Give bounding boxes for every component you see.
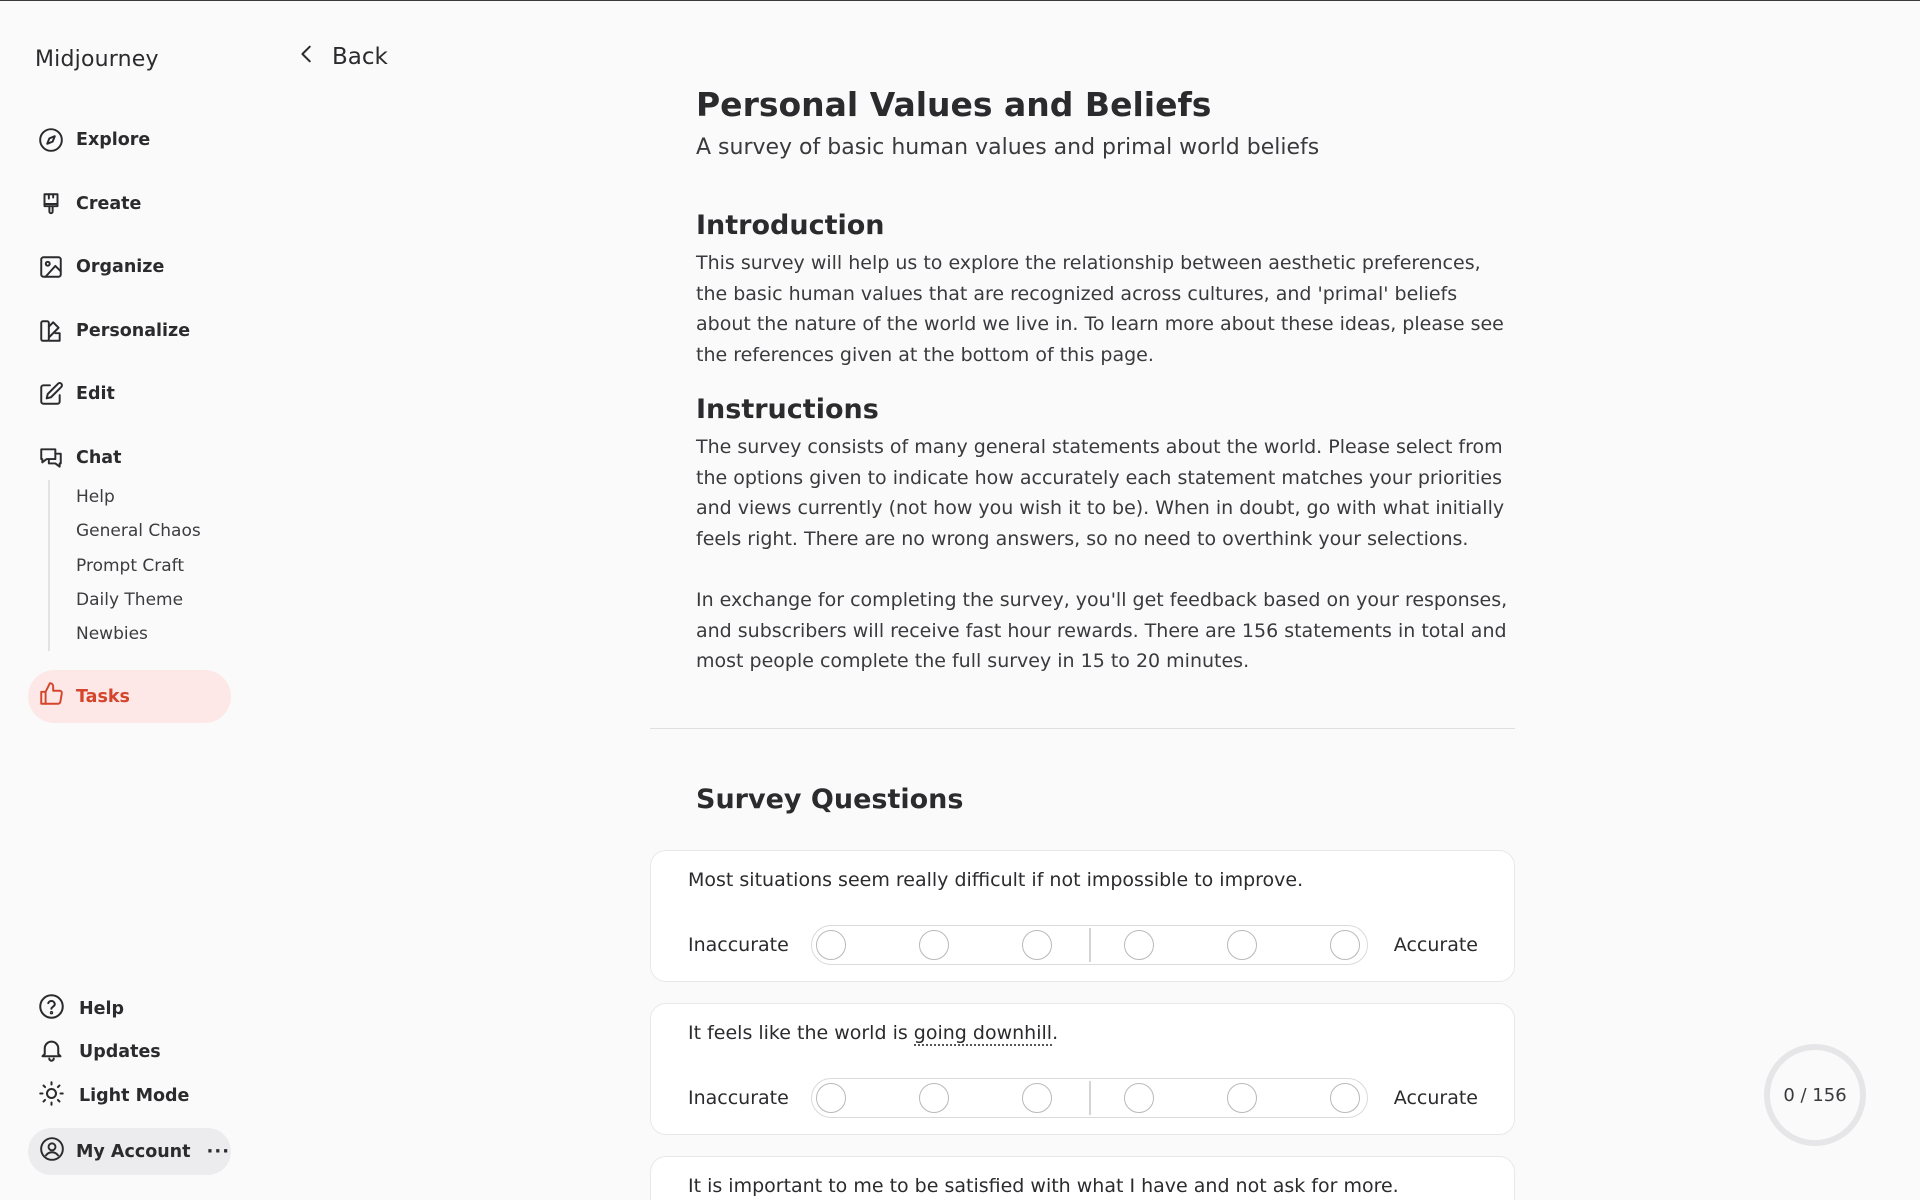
- nav-label: Create: [76, 193, 142, 214]
- brand-logo[interactable]: Midjourney: [35, 47, 159, 72]
- image-icon: [38, 254, 64, 280]
- likert-scale: [811, 925, 1368, 965]
- scale-midpoint-divider: [1089, 1081, 1091, 1115]
- nav-label: Light Mode: [79, 1085, 190, 1106]
- likert-scale: [811, 1078, 1368, 1118]
- scale-option-1-radio[interactable]: [816, 930, 846, 960]
- exchange-text: In exchange for completing the survey, you'll get feedback based on your responses, and subscribers will receive fast hour rewards. There are 156 statements in total and most people complete the full survey in 15 to 20 minutes.: [696, 589, 1508, 673]
- instructions-text: The survey consists of many general statements about the world. Please select from the options given to indicate how accurately each statement matches your priorities and views currently (not how you wish it to be). When in doubt, go with what initially feels right. There are no wrong answers, so no need to overthink your selections.: [696, 436, 1505, 550]
- nav-label: Tasks: [76, 686, 130, 707]
- channel-daily-theme[interactable]: Daily Theme: [76, 589, 184, 610]
- scale-option-1-radio[interactable]: [816, 1083, 846, 1113]
- thumbs-up-icon: [38, 681, 76, 712]
- question-card: [650, 850, 1515, 982]
- nav-label: Personalize: [76, 320, 191, 341]
- nav-label: Updates: [79, 1042, 161, 1063]
- question-text: It is important to me to be satisfied with what I have and not ask for more.: [688, 1175, 1399, 1197]
- progress-counter: 0 / 156: [1764, 1044, 1866, 1146]
- section-divider: [650, 728, 1515, 729]
- scale-option-2-radio[interactable]: [919, 930, 949, 960]
- scale-option-6-radio[interactable]: [1330, 930, 1360, 960]
- sun-icon: [38, 1080, 79, 1112]
- nav-personalize[interactable]: [28, 304, 233, 358]
- nav-explore[interactable]: [28, 113, 233, 167]
- scale-option-6-radio[interactable]: [1330, 1083, 1360, 1113]
- scale-midpoint-divider: [1089, 928, 1091, 962]
- page-title: Personal Values and Beliefs: [696, 85, 1212, 124]
- nav-updates[interactable]: [38, 1031, 189, 1075]
- nav-light-mode[interactable]: [38, 1074, 189, 1118]
- nav-label: Help: [79, 998, 125, 1019]
- nav-create[interactable]: [28, 177, 233, 231]
- question-text: It feels like the world is going downhill.: [688, 1022, 1059, 1044]
- nav-label: Chat: [76, 447, 122, 468]
- scale-option-5-radio[interactable]: [1227, 1083, 1257, 1113]
- bottom-nav: [38, 987, 189, 1118]
- bell-icon: [38, 1036, 79, 1068]
- edit-icon: [38, 381, 64, 407]
- page-subtitle: A survey of basic human values and primal world beliefs: [696, 135, 1320, 160]
- term-tooltip-link[interactable]: going downhill: [913, 1022, 1053, 1044]
- question-text: Most situations seem really difficult if not impossible to improve.: [688, 869, 1304, 891]
- channel-newbies[interactable]: Newbies: [76, 624, 148, 645]
- scale-option-4-radio[interactable]: [1124, 1083, 1154, 1113]
- nav-label: Organize: [76, 257, 165, 277]
- intro-heading: Introduction: [696, 210, 885, 241]
- survey-heading: Survey Questions: [696, 784, 964, 815]
- palette-icon: [38, 318, 64, 344]
- scale-left-label: Inaccurate: [688, 1087, 789, 1109]
- channel-help[interactable]: Help: [76, 487, 115, 507]
- more-options-icon[interactable]: ···: [206, 1141, 231, 1162]
- paintbrush-icon: [38, 191, 64, 217]
- scale-option-5-radio[interactable]: [1227, 930, 1257, 960]
- nav-label: Explore: [76, 130, 151, 150]
- my-account-button[interactable]: [28, 1128, 231, 1175]
- nav-label: Edit: [76, 384, 115, 404]
- nav-help[interactable]: [38, 987, 189, 1031]
- nav-chat[interactable]: [28, 431, 233, 485]
- chat-icon: [38, 445, 64, 471]
- intro-text: This survey will help us to explore the relationship between aesthetic preferences, the basic human values that are recognized across cultures, and 'primal' beliefs about the nature of the world we live in. To learn more about these ideas, please see the references given at the bottom of this page.: [696, 252, 1504, 366]
- help-icon: [38, 993, 79, 1025]
- user-circle-icon: [39, 1136, 76, 1167]
- nav-organize[interactable]: [28, 240, 233, 294]
- scale-option-4-radio[interactable]: [1124, 930, 1154, 960]
- sidebar: [0, 1, 250, 1200]
- instructions-heading: Instructions: [696, 394, 879, 425]
- scale-right-label: Accurate: [1393, 1087, 1478, 1109]
- channel-prompt-craft[interactable]: Prompt Craft: [76, 555, 185, 576]
- main-nav: [28, 113, 233, 494]
- question-card: [650, 1003, 1515, 1135]
- account-label: My Account: [76, 1141, 191, 1162]
- channel-general-chaos[interactable]: General Chaos: [76, 521, 201, 542]
- scale-right-label: Accurate: [1393, 934, 1478, 956]
- back-button[interactable]: [296, 43, 388, 71]
- scale-option-3-radio[interactable]: [1022, 1083, 1052, 1113]
- question-card: [650, 1156, 1515, 1200]
- back-label: Back: [332, 44, 388, 70]
- scale-option-3-radio[interactable]: [1022, 930, 1052, 960]
- scale-option-2-radio[interactable]: [919, 1083, 949, 1113]
- nav-tasks[interactable]: [28, 670, 231, 723]
- nav-edit[interactable]: [28, 367, 233, 421]
- compass-icon: [38, 127, 64, 153]
- chevron-left-icon: [296, 43, 332, 71]
- chat-channel-list: [48, 480, 201, 651]
- scale-left-label: Inaccurate: [688, 934, 789, 956]
